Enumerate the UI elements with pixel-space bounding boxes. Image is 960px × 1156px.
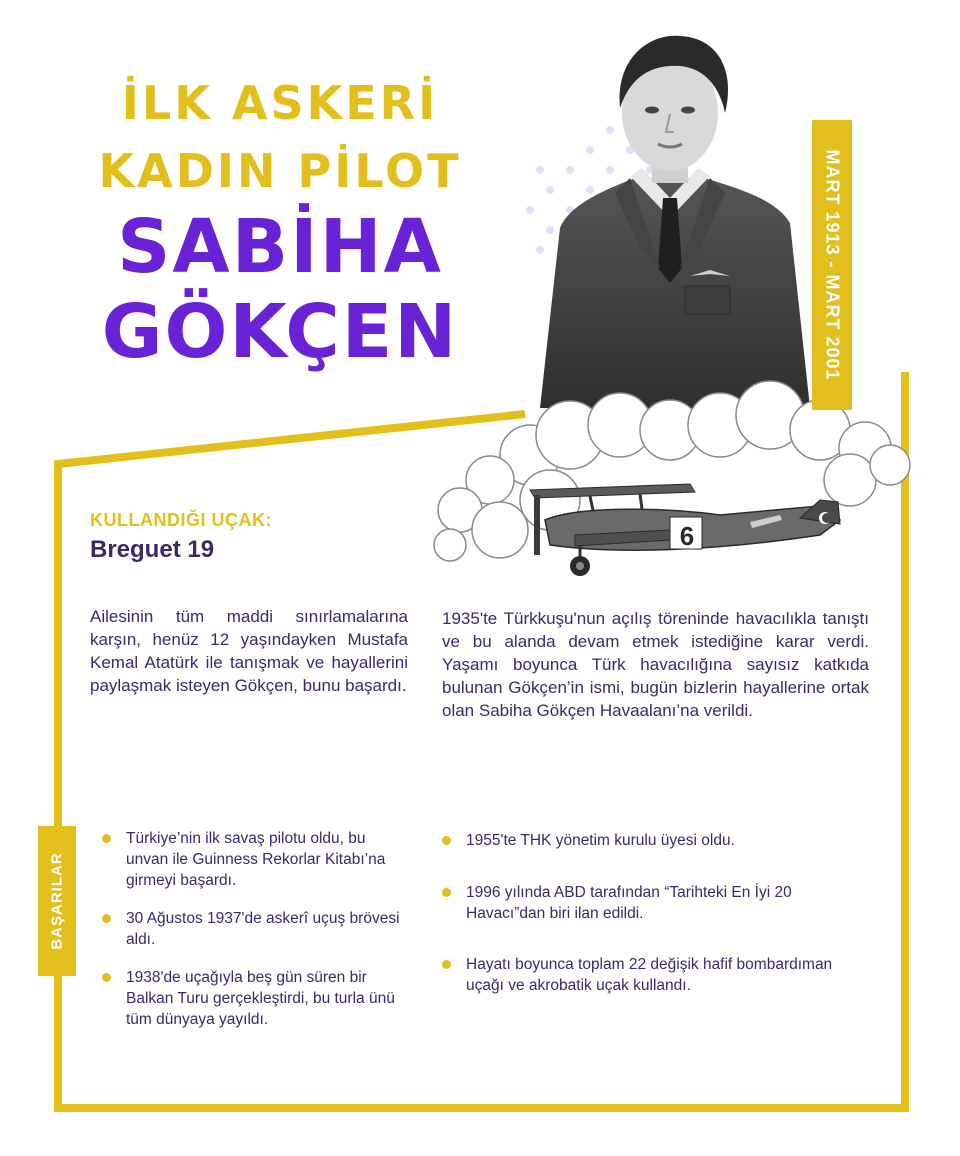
portrait-illustration bbox=[520, 18, 820, 408]
bullet-icon bbox=[442, 960, 451, 969]
title-line-1: İLK ASKERİ bbox=[121, 76, 439, 130]
bullet-icon bbox=[102, 914, 111, 923]
list-item: 30 Ağustos 1937'de askerî uçuş brövesi aldı. bbox=[100, 908, 410, 950]
list-item: 1955'te THK yönetim kurulu üyesi oldu. bbox=[440, 830, 870, 851]
list-item: Hayatı boyunca toplam 22 değişik hafif bombardıman uçağı ve akrobatik uçak kullandı. bbox=[440, 954, 870, 996]
aircraft-label: KULLANDIĞI UÇAK: bbox=[90, 510, 272, 530]
achievements-banner bbox=[38, 826, 76, 976]
plane-tail-number: 6 bbox=[679, 521, 695, 551]
bio-paragraph-left: Ailesinin tüm maddi sınırlamalarına karşın, henüz 12 yaşındayken Mustafa Kemal Atatürk ile tanışmak ve hayallerini paylaşmak isteyen Gökçen, bunu başardı. bbox=[90, 607, 408, 695]
bullet-icon bbox=[442, 836, 451, 845]
bullet-icon bbox=[442, 888, 451, 897]
aircraft-name: Breguet 19 bbox=[90, 536, 215, 563]
list-item: 1938'de uçağıyla beş gün süren bir Balkan Turu gerçekleştirdi, bu turla ünü tüm dünyaya yayıldı. bbox=[100, 967, 410, 1030]
list-item: Türkiye’nin ilk savaş pilotu oldu, bu unvan ile Guinness Rekorlar Kitabı’na girmeyi başardı. bbox=[100, 828, 410, 891]
bio-paragraph-right: 1935'te Türkkuşu'nun açılış töreninde havacılıkla tanıştı ve bu alanda devam etmek istediğine karar verdi. Yaşamı boyunca Türk havacılığına sayısız katkıda bulunan Gökçen’in ismi, bugün bizlerin hayallerine ortak olan Sabiha Gökçen Havaalanı’na verildi. bbox=[442, 609, 869, 720]
list-item: 1996 yılında ABD tarafından “Tarihteki En İyi 20 Havacı”dan biri ilan edildi. bbox=[440, 882, 870, 924]
name-line-1: SABİHA bbox=[117, 204, 443, 290]
achievements-list-left bbox=[100, 828, 410, 1047]
bullet-icon bbox=[102, 834, 111, 843]
achievements-label: BAŞARILAR bbox=[48, 852, 66, 950]
bullet-icon bbox=[102, 973, 111, 982]
achievements-list-right bbox=[440, 830, 870, 996]
dates-text: MART 1913 - MART 2001 bbox=[822, 149, 843, 381]
name-line-2: GÖKÇEN bbox=[101, 289, 459, 375]
dates-banner bbox=[812, 120, 852, 410]
title-line-2: KADIN PİLOT bbox=[98, 144, 462, 198]
